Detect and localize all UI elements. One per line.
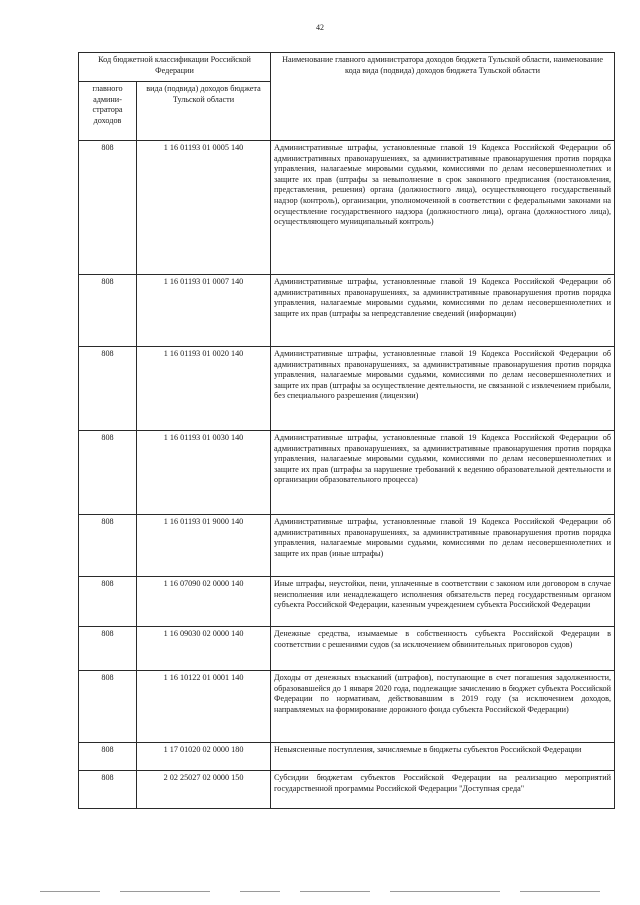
- revenue-description: Административные штрафы, установленные главой 19 Кодекса Российской Федерации об административных правонарушениях, за административные правонарушения против порядка управления, налагаемые мировыми судьями, комиссиями по делам несовершеннолетних и защите их прав (штрафы за невыполнение в срок законного предписания (постановления, представления, решения) органа (должностного лица), осуществляющего государственный надзор (контроль), организации, уполномоченной в соответствии с федеральными законами на осуществление государственного надзора (должностного лица), органа (должностного лица), осуществляющего муниципальный контроль): [271, 141, 615, 275]
- admin-code: 808: [79, 347, 137, 431]
- revenue-code: 1 16 10122 01 0001 140: [137, 671, 271, 743]
- revenue-code: 1 16 01193 01 0007 140: [137, 275, 271, 347]
- budget-classification-table: [78, 52, 615, 809]
- revenue-description: Невыясненные поступления, зачисляемые в бюджеты субъектов Российской Федерации: [271, 743, 615, 771]
- table-row: [79, 771, 615, 809]
- revenue-code: 1 17 01020 02 0000 180: [137, 743, 271, 771]
- table-row: [79, 141, 615, 275]
- revenue-description: Субсидии бюджетам субъектов Российской Федерации на реализацию мероприятий государственной программы Российской Федерации "Доступная среда": [271, 771, 615, 809]
- header-kind: вида (подвида) доходов бюджета Тульской области: [137, 82, 271, 141]
- header-name: Наименование главного администратора доходов бюджета Тульской области, наименование кода вида (подвида) доходов бюджета Тульской области: [271, 53, 615, 141]
- admin-code: 808: [79, 743, 137, 771]
- scan-artifact-line: [0, 891, 640, 897]
- admin-code: 808: [79, 431, 137, 515]
- revenue-code: 1 16 01193 01 0020 140: [137, 347, 271, 431]
- revenue-description: Денежные средства, изымаемые в собственность субъекта Российской Федерации в соответствии с решениями судов (за исключением обвинительных приговоров судов): [271, 627, 615, 671]
- admin-code: 808: [79, 671, 137, 743]
- revenue-code: 1 16 01193 01 0005 140: [137, 141, 271, 275]
- revenue-code: 2 02 25027 02 0000 150: [137, 771, 271, 809]
- revenue-code: 1 16 07090 02 0000 140: [137, 577, 271, 627]
- table-row: [79, 275, 615, 347]
- revenue-code: 1 16 09030 02 0000 140: [137, 627, 271, 671]
- header-admin: главного админи-стратора доходов: [79, 82, 137, 141]
- table-row: [79, 431, 615, 515]
- table-row: [79, 671, 615, 743]
- revenue-description: Административные штрафы, установленные главой 19 Кодекса Российской Федерации об административных правонарушениях, за административные правонарушения против порядка управления, налагаемые мировыми судьями, комиссиями по делам несовершеннолетних и защите их прав (штрафы за непредставление сведений (информации): [271, 275, 615, 347]
- admin-code: 808: [79, 627, 137, 671]
- revenue-code: 1 16 01193 01 0030 140: [137, 431, 271, 515]
- admin-code: 808: [79, 515, 137, 577]
- page-number: 42: [316, 23, 324, 32]
- table-row: [79, 743, 615, 771]
- revenue-description: Иные штрафы, неустойки, пени, уплаченные в соответствии с законом или договором в случае неисполнения или ненадлежащего исполнения обязательств перед государственным органом субъекта Российской Федерации, казенным учреждением субъекта Российской Федерации: [271, 577, 615, 627]
- revenue-description: Административные штрафы, установленные главой 19 Кодекса Российской Федерации об административных правонарушениях, за административные правонарушения против порядка управления, налагаемые мировыми судьями, комиссиями по делам несовершеннолетних и защите их прав (штрафы за нарушение требований к ведению образовательной деятельности и организации образовательного процесса): [271, 431, 615, 515]
- admin-code: 808: [79, 275, 137, 347]
- revenue-description: Доходы от денежных взысканий (штрафов), поступающие в счет погашения задолженности, образовавшейся до 1 января 2020 года, подлежащие зачислению в бюджет субъекта Российской Федерации по нормативам, действовавшим в 2019 году (за исключением доходов, направляемых на формирование дорожного фонда субъекта Российской Федерации): [271, 671, 615, 743]
- revenue-description: Административные штрафы, установленные главой 19 Кодекса Российской Федерации об административных правонарушениях, за административные правонарушения против порядка управления, налагаемые мировыми судьями, комиссиями по делам несовершеннолетних и защите их прав (иные штрафы): [271, 515, 615, 577]
- table-row: [79, 627, 615, 671]
- table-row: [79, 347, 615, 431]
- admin-code: 808: [79, 577, 137, 627]
- revenue-code: 1 16 01193 01 9000 140: [137, 515, 271, 577]
- header-code-group: Код бюджетной классификации Российской Федерации: [79, 53, 271, 82]
- admin-code: 808: [79, 771, 137, 809]
- admin-code: 808: [79, 141, 137, 275]
- table-row: [79, 515, 615, 577]
- table-row: [79, 577, 615, 627]
- revenue-description: Административные штрафы, установленные главой 19 Кодекса Российской Федерации об административных правонарушениях, за административные правонарушения против порядка управления, налагаемые мировыми судьями, комиссиями по делам несовершеннолетних и защите их прав (штрафы за осуществление деятельности, не связанной с извлечением прибыли, без специального разрешения (лицензии): [271, 347, 615, 431]
